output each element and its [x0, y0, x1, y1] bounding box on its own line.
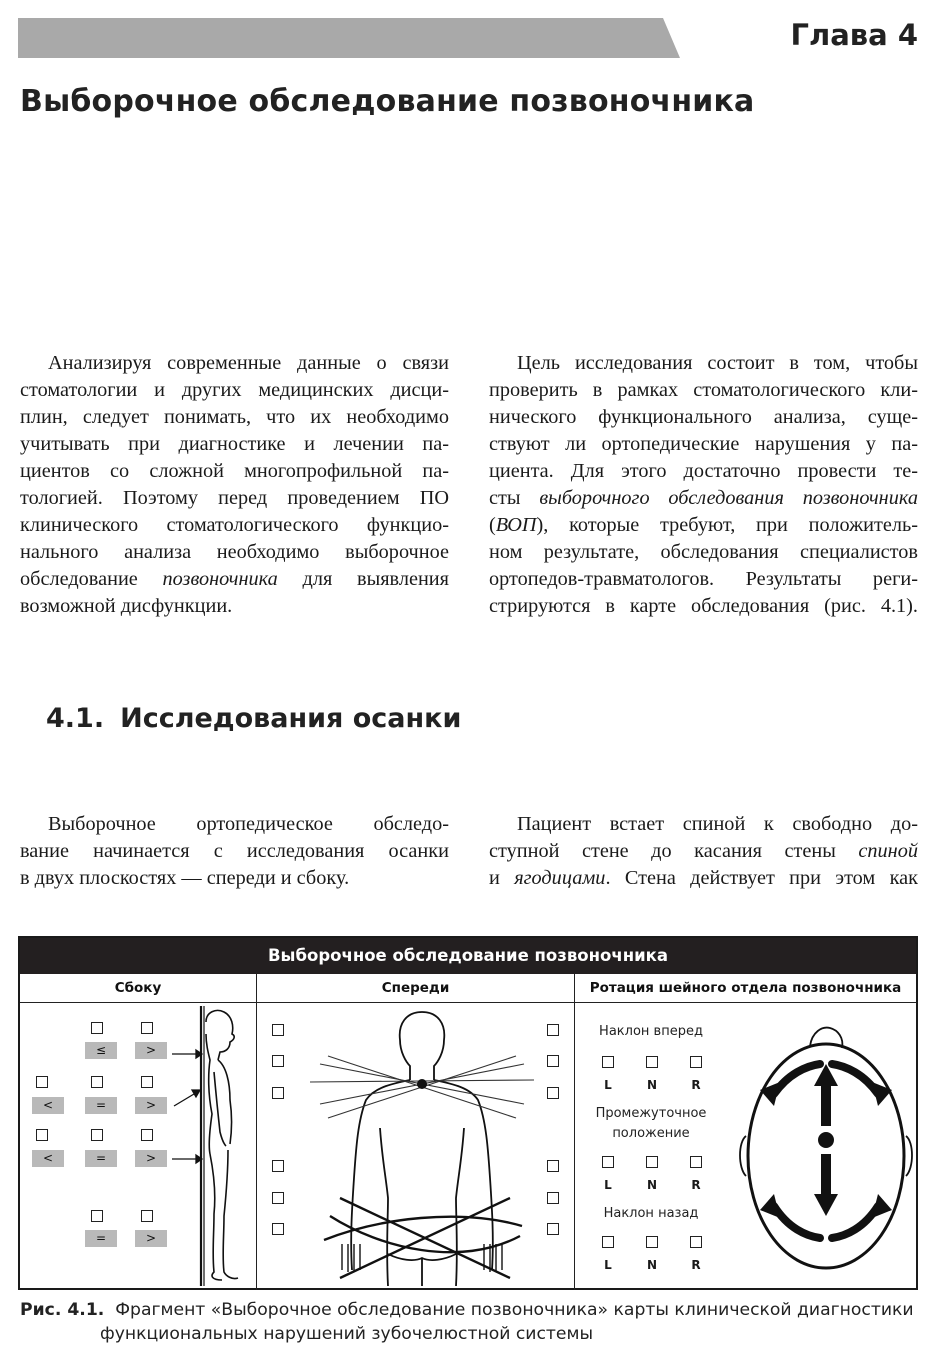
label-n: N: [646, 1078, 658, 1092]
checkbox[interactable]: [141, 1210, 153, 1222]
checkbox[interactable]: [91, 1076, 103, 1088]
column-header-front: Спереди: [257, 974, 574, 1003]
checkbox[interactable]: [272, 1024, 284, 1036]
checkbox[interactable]: [547, 1024, 559, 1036]
text-line: учитывать при диагностике и лечении па-: [20, 433, 449, 455]
head-top-view-icon: [736, 1024, 916, 1286]
text-line: ствуют ли ортопедические нарушения у па-: [489, 433, 918, 455]
label-r: R: [691, 1078, 701, 1092]
checkbox[interactable]: [141, 1076, 153, 1088]
symbol-eq: =: [85, 1097, 117, 1114]
page-title: Выборочное обследование позвоночника: [20, 84, 755, 119]
checkbox-l[interactable]: [602, 1156, 614, 1168]
checkbox[interactable]: [91, 1129, 103, 1141]
text-line: Пациент встает спиной к свободно до-: [517, 813, 918, 835]
checkbox[interactable]: [547, 1160, 559, 1172]
checkbox[interactable]: [141, 1022, 153, 1034]
checkbox-l[interactable]: [602, 1236, 614, 1248]
posture-left-paragraph: [20, 811, 449, 892]
checkbox[interactable]: [272, 1160, 284, 1172]
text-line: тологией. Поэтому перед проведением ПО: [20, 487, 449, 509]
front-body-figure: [310, 1008, 534, 1288]
symbol-le: ≤: [85, 1042, 117, 1059]
checkbox[interactable]: [36, 1076, 48, 1088]
text-line: вание начинается с исследования осанки: [20, 840, 449, 862]
text-line: Цель исследования состоит в том, чтобы: [517, 352, 918, 374]
checkbox[interactable]: [272, 1087, 284, 1099]
text-line: стоматологии и других медицинских дисци-: [20, 379, 449, 401]
text-line: Анализируя современные данные о связи: [48, 352, 449, 374]
side-profile-figure: [170, 1004, 254, 1288]
intro-left-paragraph: [20, 350, 449, 620]
checkbox-r[interactable]: [690, 1056, 702, 1068]
checkbox[interactable]: [547, 1192, 559, 1204]
text-line: плин, следует понимать, что их необходимо: [20, 406, 449, 428]
text-line: (ВОП), которые требуют, при положитель-: [489, 514, 918, 536]
caption-line: Рис. 4.1. Фрагмент «Выборочное обследование позвоночника» карты клинической диагностики: [20, 1300, 914, 1320]
checkbox-l[interactable]: [602, 1056, 614, 1068]
section-heading: [46, 703, 461, 734]
text-line: и ягодицами. Стена действует при этом как: [489, 867, 918, 889]
label-l: L: [604, 1078, 612, 1092]
checkbox[interactable]: [141, 1129, 153, 1141]
chapter-header-bar: [18, 18, 680, 58]
label-r: R: [691, 1178, 701, 1192]
symbol-eq: =: [85, 1230, 117, 1247]
text-line: ном результате, обследования специалистов: [489, 541, 918, 563]
symbol-eq: =: [85, 1150, 117, 1167]
text-line: в двух плоскостях — спереди и сбоку.: [20, 867, 350, 889]
label-r: R: [691, 1258, 701, 1272]
label-n: N: [646, 1258, 658, 1272]
label-back-tilt: Наклон назад: [603, 1206, 699, 1221]
posture-right-paragraph: [489, 811, 918, 892]
checkbox[interactable]: [547, 1223, 559, 1235]
checkbox-n[interactable]: [646, 1156, 658, 1168]
label-middle-position-2: положение: [612, 1126, 690, 1141]
chapter-label: Глава 4: [790, 18, 918, 52]
figure-caption: [20, 1298, 914, 1346]
column-header-side: Сбоку: [20, 974, 256, 1003]
text-line: нического функционального анализа, суще-: [489, 406, 918, 428]
text-line: ортопедов-травматологов. Результаты реги-: [489, 568, 918, 590]
checkbox-r[interactable]: [690, 1156, 702, 1168]
column-header-rotation: Ротация шейного отдела позвоночника: [575, 974, 916, 1003]
caption-line: функциональных нарушений зубочелюстной системы: [100, 1324, 594, 1344]
checkbox-n[interactable]: [646, 1056, 658, 1068]
checkbox-r[interactable]: [690, 1236, 702, 1248]
text-line: клинического стоматологического функцио-: [20, 514, 449, 536]
label-middle-position-1: Промежуточное: [595, 1106, 707, 1121]
symbol-gt: >: [135, 1042, 167, 1059]
symbol-gt: >: [135, 1097, 167, 1114]
checkbox[interactable]: [91, 1022, 103, 1034]
text-line: ступной стене до касания стены спиной: [489, 840, 918, 862]
symbol-gt: >: [135, 1230, 167, 1247]
checkbox[interactable]: [36, 1129, 48, 1141]
text-line: обследование позвоночника для выявления: [20, 568, 449, 590]
checkbox[interactable]: [272, 1223, 284, 1235]
checkbox[interactable]: [91, 1210, 103, 1222]
text-line: циента. Для этого достаточно провести те-: [489, 460, 918, 482]
column-divider: [574, 974, 575, 1290]
checkbox-n[interactable]: [646, 1236, 658, 1248]
text-line: проверить в рамках стоматологического кли-: [489, 379, 918, 401]
text-line: стрируются в карте обследования (рис. 4.1).: [489, 595, 918, 617]
text-line: циентов со сложной многопрофильной па-: [20, 460, 449, 482]
column-divider: [256, 974, 257, 1290]
checkbox[interactable]: [547, 1087, 559, 1099]
symbol-lt: <: [32, 1097, 64, 1114]
checkbox[interactable]: [272, 1192, 284, 1204]
checkbox[interactable]: [272, 1055, 284, 1067]
symbol-lt: <: [32, 1150, 64, 1167]
spine-exam-figure: [18, 936, 918, 1290]
symbol-gt: >: [135, 1150, 167, 1167]
section-number: 4.1.: [46, 703, 105, 734]
section-title: Исследования осанки: [120, 703, 462, 734]
checkbox[interactable]: [547, 1055, 559, 1067]
caption-label: Рис. 4.1.: [20, 1300, 105, 1320]
text-line: нального анализа необходимо выборочное: [20, 541, 449, 563]
figure-title: Выборочное обследование позвоночника: [20, 938, 916, 974]
label-l: L: [604, 1258, 612, 1272]
label-l: L: [604, 1178, 612, 1192]
label-forward-tilt: Наклон вперед: [599, 1024, 703, 1039]
text-line: Выборочное ортопедическое обследо-: [48, 813, 449, 835]
text-line: возможной дисфункции.: [20, 595, 233, 617]
text-line: сты выборочного обследования позвоночника: [489, 487, 918, 509]
label-n: N: [646, 1178, 658, 1192]
intro-right-paragraph: [489, 350, 918, 620]
